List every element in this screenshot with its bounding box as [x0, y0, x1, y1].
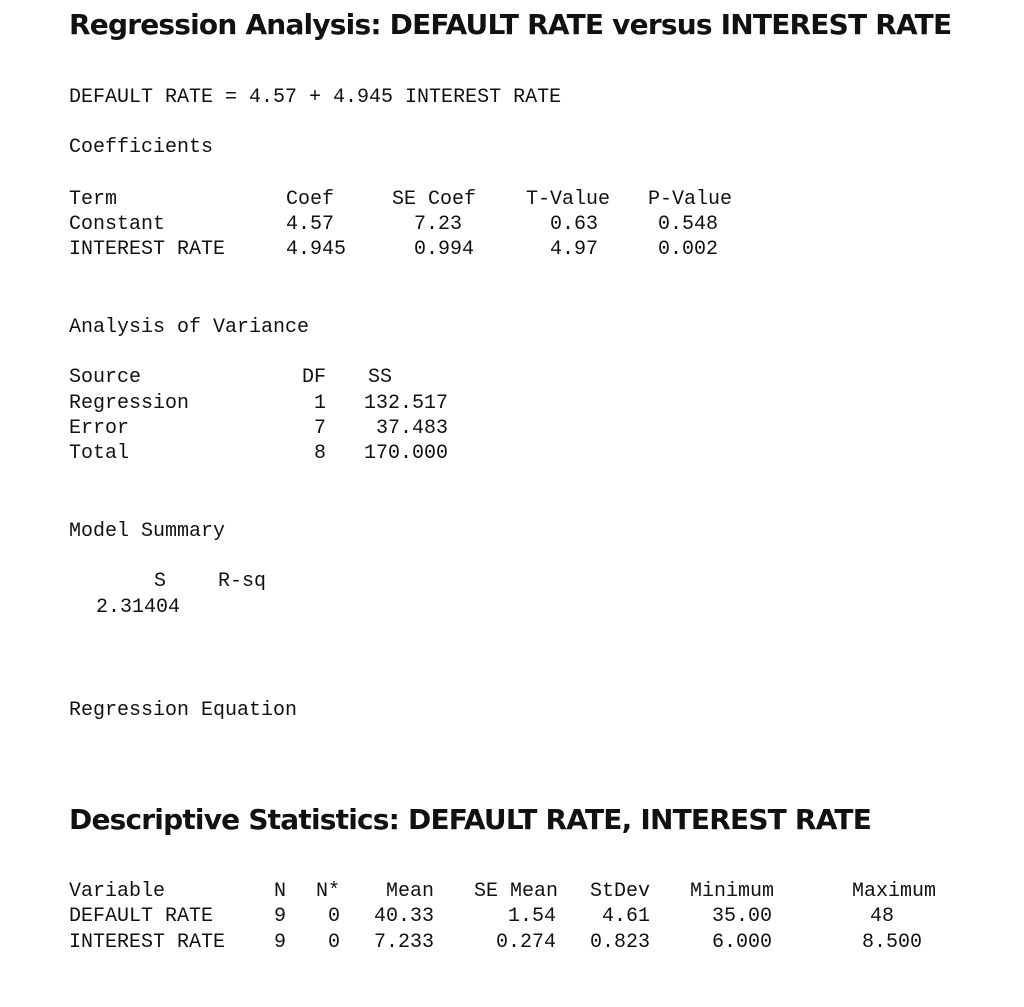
- desc-header-se-mean: SE Mean: [473, 880, 558, 903]
- desc-variable: INTEREST RATE: [69, 931, 226, 954]
- coef-header-se-coef: SE Coef: [391, 188, 476, 211]
- desc-se-mean: 0.274: [495, 931, 556, 954]
- anova-ss: 132.517: [363, 392, 448, 415]
- desc-stdev: 4.61: [601, 905, 650, 928]
- coef-value: 4.945: [286, 238, 347, 261]
- model-summary-header-r-sq: R-sq: [218, 570, 267, 593]
- descriptive-title: Descriptive Statistics: DEFAULT RATE, INTEREST RATE: [69, 803, 872, 836]
- desc-minimum: 6.000: [711, 931, 772, 954]
- coef-se: 0.994: [413, 238, 474, 261]
- desc-header-variable: Variable: [69, 880, 166, 903]
- coef-header-term: Term: [69, 188, 118, 211]
- desc-mean: 40.33: [373, 905, 434, 928]
- regression-title: Regression Analysis: DEFAULT RATE versus INTEREST RATE: [69, 8, 952, 41]
- anova-heading: Analysis of Variance: [69, 316, 310, 339]
- anova-header-df: DF: [301, 366, 326, 389]
- coef-t-value: 0.63: [549, 213, 598, 236]
- desc-n-star: 0: [327, 931, 340, 954]
- desc-header-maximum: Maximum: [851, 880, 936, 903]
- model-summary-heading: Model Summary: [69, 520, 226, 543]
- desc-maximum: 8.500: [861, 931, 922, 954]
- anova-source: Regression: [69, 392, 190, 415]
- coef-header-t-value: T-Value: [525, 188, 610, 211]
- anova-df: 1: [313, 392, 326, 415]
- desc-n: 9: [273, 905, 286, 928]
- desc-minimum: 35.00: [711, 905, 772, 928]
- coef-term: Constant: [69, 213, 166, 236]
- coef-value: 4.57: [286, 213, 335, 236]
- anova-header-ss: SS: [368, 366, 393, 389]
- model-summary-s-value: 2.31404: [96, 596, 181, 619]
- desc-se-mean: 1.54: [507, 905, 556, 928]
- desc-variable: DEFAULT RATE: [69, 905, 214, 928]
- regression-equation-text: DEFAULT RATE = 4.57 + 4.945 INTEREST RATE: [69, 86, 562, 109]
- desc-header-mean: Mean: [385, 880, 434, 903]
- desc-header-n-star: N*: [315, 880, 340, 903]
- anova-header-source: Source: [69, 366, 142, 389]
- desc-mean: 7.233: [373, 931, 434, 954]
- desc-n-star: 0: [327, 905, 340, 928]
- desc-header-stdev: StDev: [589, 880, 650, 903]
- anova-df: 7: [313, 417, 326, 440]
- anova-df: 8: [313, 442, 326, 465]
- desc-maximum: 48: [869, 905, 894, 928]
- coefficients-heading: Coefficients: [69, 136, 214, 159]
- coef-p-value: 0.002: [657, 238, 718, 261]
- anova-ss: 170.000: [363, 442, 448, 465]
- coef-term: INTEREST RATE: [69, 238, 226, 261]
- desc-n: 9: [273, 931, 286, 954]
- desc-header-n: N: [273, 880, 286, 903]
- regression-equation-heading: Regression Equation: [69, 699, 298, 722]
- coef-header-p-value: P-Value: [647, 188, 732, 211]
- model-summary-header-s: S: [153, 570, 166, 593]
- anova-source: Total: [69, 442, 130, 465]
- coef-se: 7.23: [413, 213, 462, 236]
- anova-source: Error: [69, 417, 130, 440]
- anova-ss: 37.483: [375, 417, 448, 440]
- coef-t-value: 4.97: [549, 238, 598, 261]
- coef-p-value: 0.548: [657, 213, 718, 236]
- desc-stdev: 0.823: [589, 931, 650, 954]
- desc-header-minimum: Minimum: [689, 880, 774, 903]
- coef-header-coef: Coef: [286, 188, 335, 211]
